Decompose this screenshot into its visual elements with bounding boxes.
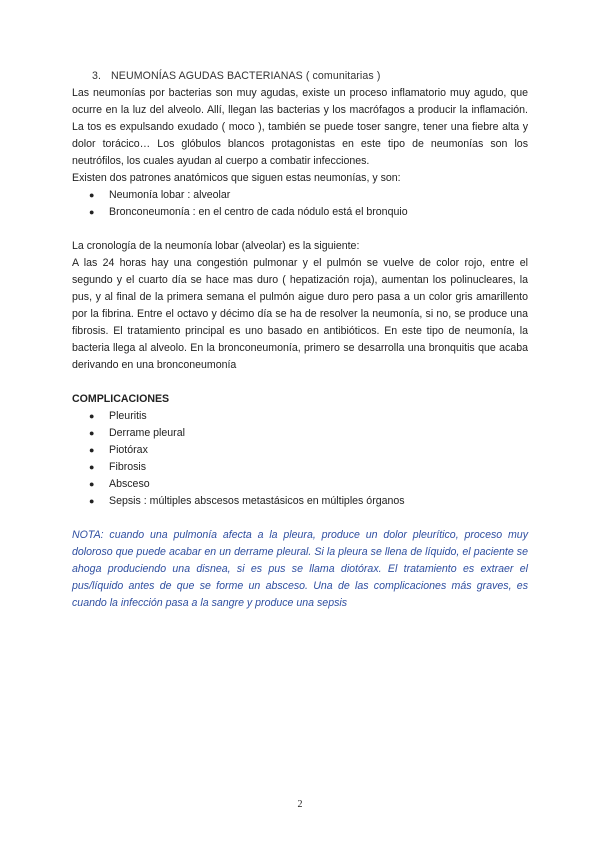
bullet-icon: ● <box>89 462 95 472</box>
bullet-icon: ● <box>89 207 95 217</box>
chronology-intro: La cronología de la neumonía lobar (alveolar) es la siguiente: <box>72 240 360 252</box>
complications-list <box>72 408 528 510</box>
bullet-icon: ● <box>89 190 95 200</box>
patterns-intro: Existen dos patrones anatómicos que siguen estas neumonías, y son: <box>72 172 401 184</box>
bullet-icon: ● <box>89 479 95 489</box>
intro-paragraph: Las neumonías por bacterias son muy agudas, existe un proceso inflamatorio muy agudo, que ocurre en la luz del alveolo. Allí, llegan las bacterias y los macrófagos a producir la inflamación. La tos es expulsando exudado ( moco ), también se puede toser sangre, tener una fiebre alta y dolor torácico… Los glóbulos blancos protagonistas en este tipo de neumonías son los neutrófilos, los cuales ayudan al cuerpo a combatir infecciones. <box>72 87 528 167</box>
bullet-icon: ● <box>89 496 95 506</box>
list-item: ● Piotórax <box>89 442 528 459</box>
list-item: ● Pleuritis <box>89 408 528 425</box>
complications-title: COMPLICACIONES <box>72 393 170 405</box>
section-title: NEUMONÍAS AGUDAS BACTERIANAS ( comunitarias ) <box>111 70 381 82</box>
spacer <box>72 221 528 238</box>
bullet-icon: ● <box>89 428 95 438</box>
section-heading <box>92 68 528 85</box>
patterns-list <box>72 187 528 221</box>
list-item: ● Neumonía lobar : alveolar <box>89 187 528 204</box>
document-page <box>72 68 528 612</box>
note-paragraph: NOTA: cuando una pulmonía afecta a la pleura, produce un dolor pleurítico, proceso muy doloroso que puede acabar en un derrame pleural. Si la pleura se llena de líquido, el paciente se ahoga produciendo una disnea, si es pus se llama diotórax. El tratamiento es extraer el pus/líquido antes de que se forme un absceso. Una de las complicaciones más graves, es cuando la infección pasa a la sangre y produce una sepsis <box>72 529 528 609</box>
spacer <box>72 374 528 391</box>
section-number: 3. <box>92 70 102 82</box>
list-item: ● Fibrosis <box>89 459 528 476</box>
page-number: 2 <box>297 799 303 810</box>
bullet-icon: ● <box>89 445 95 455</box>
list-item: ● Bronconeumonía : en el centro de cada nódulo está el bronquio <box>89 204 528 221</box>
list-item: ● Absceso <box>89 476 528 493</box>
spacer <box>72 510 528 527</box>
bullet-icon: ● <box>89 411 95 421</box>
list-item: ● Derrame pleural <box>89 425 528 442</box>
list-item: ● Sepsis : múltiples abscesos metastásicos en múltiples órganos <box>89 493 528 510</box>
chronology-paragraph: A las 24 horas hay una congestión pulmonar y el pulmón se vuelve de color rojo, entre el segundo y el cuarto día se hace mas duro ( hepatización roja), aumentan los polinucleares, la pus, y al final de la primera semana el pulmón aigue duro pero pasa a un color gris amarillento por la fibrina. Entre el octavo y décimo día se ha de resolver la neumonía, si no, se produce una fibrosis. El tratamiento principal es uno basado en antibióticos. En este tipo de neumonía, la bacteria llega al alveolo. En la bronconeumonía, primero se desarrolla una bronquitis que acaba derivando en una bronconeumonía <box>72 257 528 371</box>
